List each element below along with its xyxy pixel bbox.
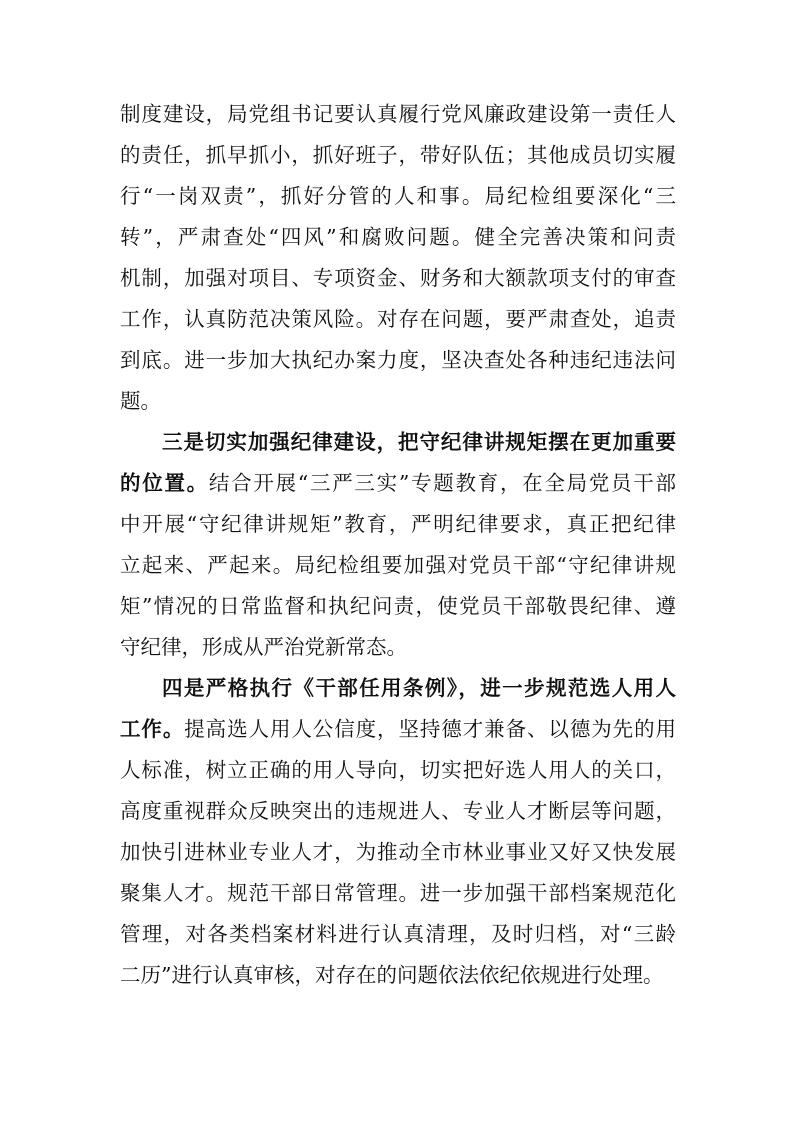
document-page bbox=[120, 94, 676, 996]
text-line: 转”，严肃查处“四风”和腐败问题。健全完善决策和问责 bbox=[120, 225, 676, 249]
text-line: 二历”进行认真审核，对存在的问题依法依纪依规进行处理。 bbox=[120, 963, 664, 987]
text-line: 立起来、严起来。局纪检组要加强对党员干部“守纪律讲规 bbox=[120, 553, 676, 577]
text-line: 高度重视群众反映突出的违规进人、专业人才断层等问题， bbox=[120, 799, 676, 823]
text-line: 人标准，树立正确的用人导向，切实把好选人用人的关口， bbox=[120, 758, 676, 782]
section-heading: 四是严格执行《干部任用条例》，进一步规范选人用人 bbox=[162, 676, 676, 700]
text-line: 的责任，抓早抓小，抓好班子，带好队伍；其他成员切实履 bbox=[120, 143, 676, 167]
text-line: 题。 bbox=[120, 389, 161, 413]
text-line: 加快引进林业专业人才，为推动全市林业事业又好又快发展 bbox=[120, 840, 676, 864]
text-line bbox=[120, 709, 676, 750]
text-line: 中开展“守纪律讲规矩”教育，严明纪律要求，真正把纪律 bbox=[120, 512, 676, 536]
text-line: 工作，认真防范决策风险。对存在问题，要严肃查处，追责 bbox=[120, 307, 676, 331]
text-line: 管理，对各类档案材料进行认真清理，及时归档，对“三龄 bbox=[120, 922, 676, 946]
text-line: 聚集人才。规范干部日常管理。进一步加强干部档案规范化 bbox=[120, 881, 676, 905]
text-line bbox=[120, 463, 676, 504]
text-line: 守纪律，形成从严治党新常态。 bbox=[120, 635, 407, 659]
section-heading-end: 的位置。 bbox=[120, 471, 209, 495]
text-line: 到底。进一步加大执纪办案力度，坚决查处各种违纪违法问 bbox=[120, 348, 676, 372]
section-heading: 三是切实加强纪律建设，把守纪律讲规矩摆在更加重要 bbox=[162, 430, 676, 454]
text-span: 提高选人用人公信度，坚持德才兼备、以德为先的用 bbox=[184, 717, 676, 741]
text-span: 结合开展“三严三实”专题教育，在全局党员干部 bbox=[208, 471, 676, 495]
text-line: 矩”情况的日常监督和执纪问责，使党员干部敬畏纪律、遵 bbox=[120, 594, 676, 618]
section-heading-end: 工作。 bbox=[120, 717, 185, 741]
text-line: 行“一岗双责”，抓好分管的人和事。局纪检组要深化“三 bbox=[120, 184, 676, 208]
text-line: 制度建设，局党组书记要认真履行党风廉政建设第一责任人 bbox=[120, 102, 676, 126]
text-line: 机制，加强对项目、专项资金、财务和大额款项支付的审查 bbox=[120, 266, 676, 290]
